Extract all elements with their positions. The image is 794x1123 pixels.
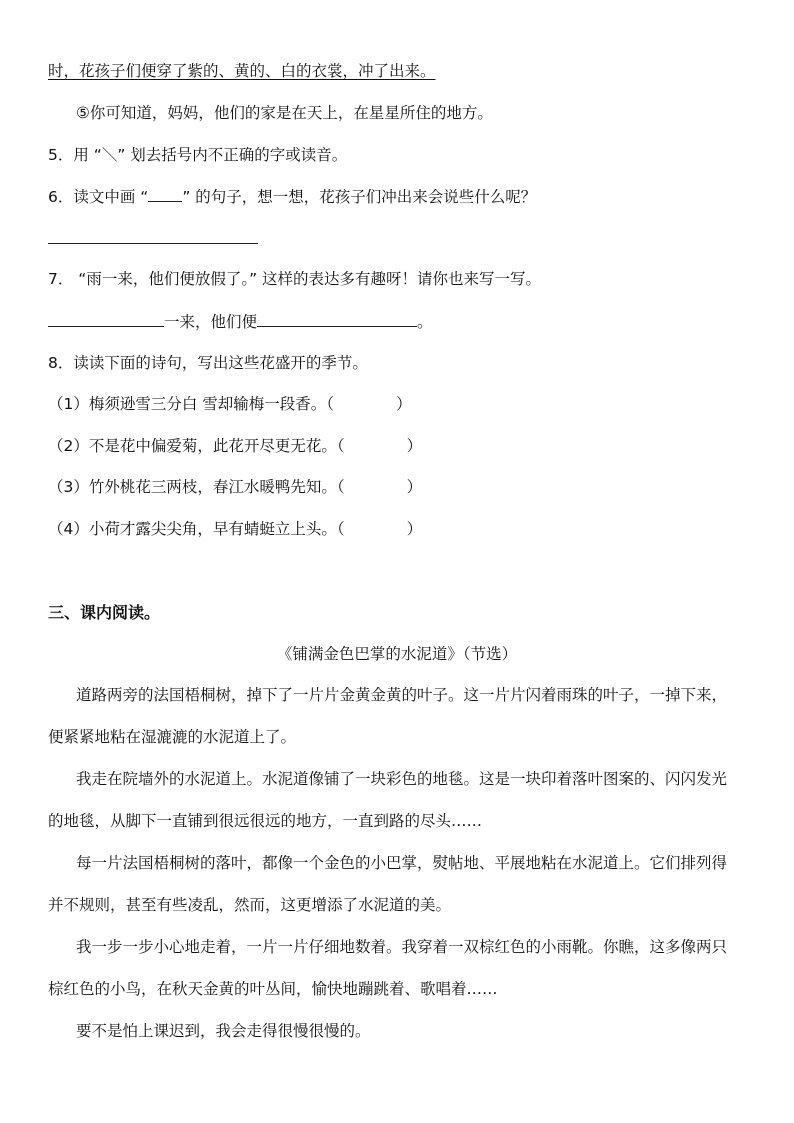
passage-paragraph: 要不是怕上课迟到，我会走得很慢很慢的。	[76, 1022, 371, 1040]
passage-paragraph: 我走在院墙外的水泥道上。水泥道像铺了一块彩色的地毯。这是一块印着落叶图案的、闪闪发光的地毯，从脚下一直铺到很远很远的地方，一直到路的尽头……	[48, 770, 728, 830]
question-7: 7． “雨一来，他们便放假了。” 这样的表达多有趣呀！请你也来写一写。	[48, 270, 542, 288]
passage-title: 《铺满金色巴掌的水泥道》（节选）	[276, 645, 518, 663]
fill-end-text: 。	[417, 313, 433, 331]
passage-paragraph: 每一片法国梧桐树的落叶，都像一个金色的小巴掌，熨帖地、平展地粘在水泥道上。它们排列得并不规则，甚至有些凌乱，然而，这更增添了水泥道的美。	[48, 854, 728, 914]
question-7-fill	[48, 310, 433, 333]
poem-text: 竹外桃花三两枝，春江水暖鸭先知。（	[88, 478, 345, 496]
passage-paragraph: 道路两旁的法国梧桐树，掉下了一片片金黄金黄的叶子。这一片片闪着雨珠的叶子，一掉下来，便紧紧地粘在湿漉漉的水泥道上了。	[48, 686, 728, 746]
paren-close: ）	[406, 437, 423, 455]
section-title: 三、课内阅读。	[48, 603, 161, 622]
underlined-sentence: 时，花孩子们便穿了紫的、黄的、白的衣裳，冲了出来。	[48, 62, 436, 80]
paren-close: ）	[406, 478, 423, 496]
poem-item	[48, 518, 422, 540]
fill-blank-1[interactable]	[48, 310, 164, 327]
question-6-suffix: ” 的句子，想一想，花孩子们冲出来会说些什么呢？	[182, 188, 537, 206]
poem-item	[48, 435, 422, 457]
underline-mark	[148, 185, 182, 202]
poem-item	[48, 476, 422, 498]
fill-mid-text: 一来，他们便	[164, 313, 258, 331]
poem-text: 小荷才露尖尖角，早有蜻蜓立上头。（	[88, 520, 345, 538]
passage-paragraph: 我一步一步小心地走着，一片一片仔细地数着。我穿着一双棕红色的小雨靴。你瞧，这多像两只棕红色的小鸟，在秋天金黄的叶丛间，愉快地蹦跳着、歌唱着……	[48, 938, 728, 998]
question-5: 5．用 “＼” 划去括号内不正确的字或读音。	[48, 146, 348, 164]
poem-item	[48, 393, 412, 415]
fill-blank-2[interactable]	[257, 310, 417, 327]
poem-number: （3）	[48, 478, 89, 496]
sentence-5: ⑤你可知道，妈妈，他们的家是在天上，在星星所住的地方。	[76, 104, 493, 122]
answer-line-6[interactable]	[48, 243, 258, 244]
poem-number: （4）	[48, 520, 89, 538]
question-6	[48, 185, 536, 208]
question-6-prefix: 6．读文中画 “	[48, 188, 149, 206]
poem-number: （2）	[48, 437, 89, 455]
question-8: 8．读读下面的诗句，写出这些花盛开的季节。	[48, 354, 368, 372]
paren-close: ）	[396, 395, 412, 413]
poem-number: （1）	[48, 395, 89, 413]
poem-text: 不是花中偏爱菊，此花开尽更无花。（	[88, 437, 345, 455]
poem-text: 梅须逊雪三分白 雪却输梅一段香。（	[88, 395, 335, 413]
paren-close: ）	[406, 520, 423, 538]
